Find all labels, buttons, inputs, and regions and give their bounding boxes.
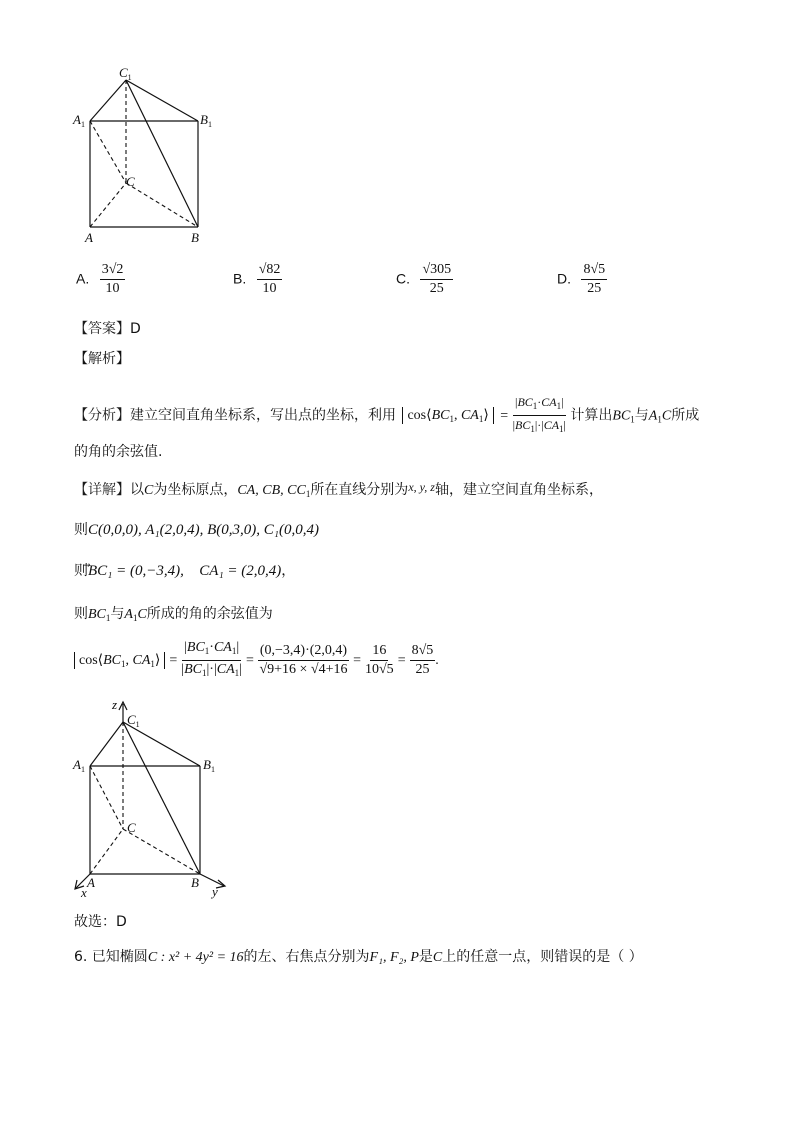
edge-a1c bbox=[90, 121, 126, 183]
option-c[interactable]: C. $\frac{√305}{25}$ bbox=[396, 262, 452, 296]
answer-line: 【答案】D bbox=[74, 321, 141, 337]
detail-line-1: 【详解】以C为坐标原点，CA, CB, $CC_1$所在直线分别为x, y, z轴，建立空间直角坐标系， bbox=[74, 480, 603, 499]
option-c-num: √305 bbox=[420, 262, 453, 280]
option-b-num: √82 bbox=[257, 262, 283, 280]
label-b1-b: $B_1$ bbox=[203, 757, 215, 774]
calc-numerator: (0,−3,4)·(2,0,4) bbox=[258, 643, 349, 661]
detail-coords: 则C(0,0,0), A₁(2,0,4), B(0,3,0), C₁(0,0,4) bbox=[74, 522, 319, 538]
option-c-den: 25 bbox=[429, 281, 444, 296]
option-a-num: 3√2 bbox=[100, 262, 126, 280]
edge-c1b1 bbox=[126, 80, 198, 121]
label-b1: $B_1$ bbox=[200, 112, 212, 129]
edge-a1c1 bbox=[90, 80, 126, 121]
fenxi-line: 【分析】建立空间直角坐标系，写出点的坐标，利用 $\cos⟨BC_1$, $CA_1⟩$ = $\frac{|BC_1\cdot CA_1|}{|BC_1|\cdot|CA_1|}$ 计算出$BC_1$与$A_1C$所成 bbox=[74, 394, 699, 437]
conclusion: 故选：D bbox=[74, 914, 127, 930]
label-c-b: C bbox=[127, 820, 136, 835]
option-a[interactable]: A. $\frac{3√2}{10}$ bbox=[76, 262, 124, 296]
label-a-b: A bbox=[87, 875, 95, 890]
label-a: A bbox=[85, 230, 93, 245]
ellipse-equation: C : x² + 4y² = 16 bbox=[147, 950, 244, 965]
question-6: 6. 已知椭圆C : x² + 4y² = 16的左、右焦点分别为F₁, F₂, P是C上的任意一点，则错误的是（ ） bbox=[74, 949, 643, 965]
detail-vectors: 则⃗BC₁ = (0,−3,4), ⃗CA₁ = (2,0,4)， bbox=[74, 563, 296, 579]
label-y: y bbox=[212, 884, 218, 899]
label-b: B bbox=[191, 230, 199, 245]
label-c1-b: $C_1$ bbox=[127, 712, 140, 729]
label-z: z bbox=[112, 697, 118, 712]
option-d[interactable]: D. $\frac{8√5}{25}$ bbox=[557, 262, 606, 296]
label-a1-b: $A_1$ bbox=[73, 757, 85, 774]
result-den: 25 bbox=[415, 662, 430, 677]
label-b-b: B bbox=[191, 875, 199, 890]
answer-value: D bbox=[130, 321, 141, 337]
result-num: 8√5 bbox=[410, 643, 436, 661]
option-d-num: 8√5 bbox=[581, 262, 607, 280]
label-x: x bbox=[81, 885, 87, 900]
prism-figure-axes bbox=[60, 696, 240, 901]
detail-cos-text: 则$BC_1$与$A_1C$所成的角的余弦值为 bbox=[74, 606, 273, 623]
label-a1: $A_1$ bbox=[73, 112, 85, 129]
label-c: C bbox=[126, 174, 135, 189]
option-b[interactable]: B. $\frac{√82}{10}$ bbox=[233, 262, 281, 296]
prism-figure-top bbox=[60, 60, 230, 250]
question-number: 6. bbox=[74, 949, 88, 965]
axes-names: x, y, z bbox=[408, 480, 435, 494]
label-c1: $C_1$ bbox=[119, 65, 132, 82]
analysis-heading: 【解析】 bbox=[74, 351, 130, 367]
option-a-den: 10 bbox=[105, 281, 120, 296]
cos-formula-fraction: $\frac{|BC_1\cdot CA_1|}{|BC_1|\cdot|CA_1|}$ bbox=[512, 395, 566, 434]
option-b-den: 10 bbox=[262, 281, 277, 296]
cos-formula: $\cos⟨BC_1$, $CA_1⟩$ bbox=[402, 407, 493, 424]
fenxi-line-2: 的角的余弦值. bbox=[74, 444, 163, 460]
edge-ac bbox=[90, 183, 126, 227]
cos-calculation: $\cos⟨BC_1$, $CA_1⟩$ = $\frac{|BC_1\cdot CA_1|}{|BC_1|\cdot|CA_1|}$ = $\frac{(0,-3,4)\cdot(2,0,4)}{√9+16 \times √4+16}$ = $\frac{16}{10√5}$ = $\frac{8√5}{25}$ . bbox=[74, 640, 439, 681]
option-d-den: 25 bbox=[587, 281, 602, 296]
calc-denominator: √9+16 × √4+16 bbox=[259, 662, 348, 677]
